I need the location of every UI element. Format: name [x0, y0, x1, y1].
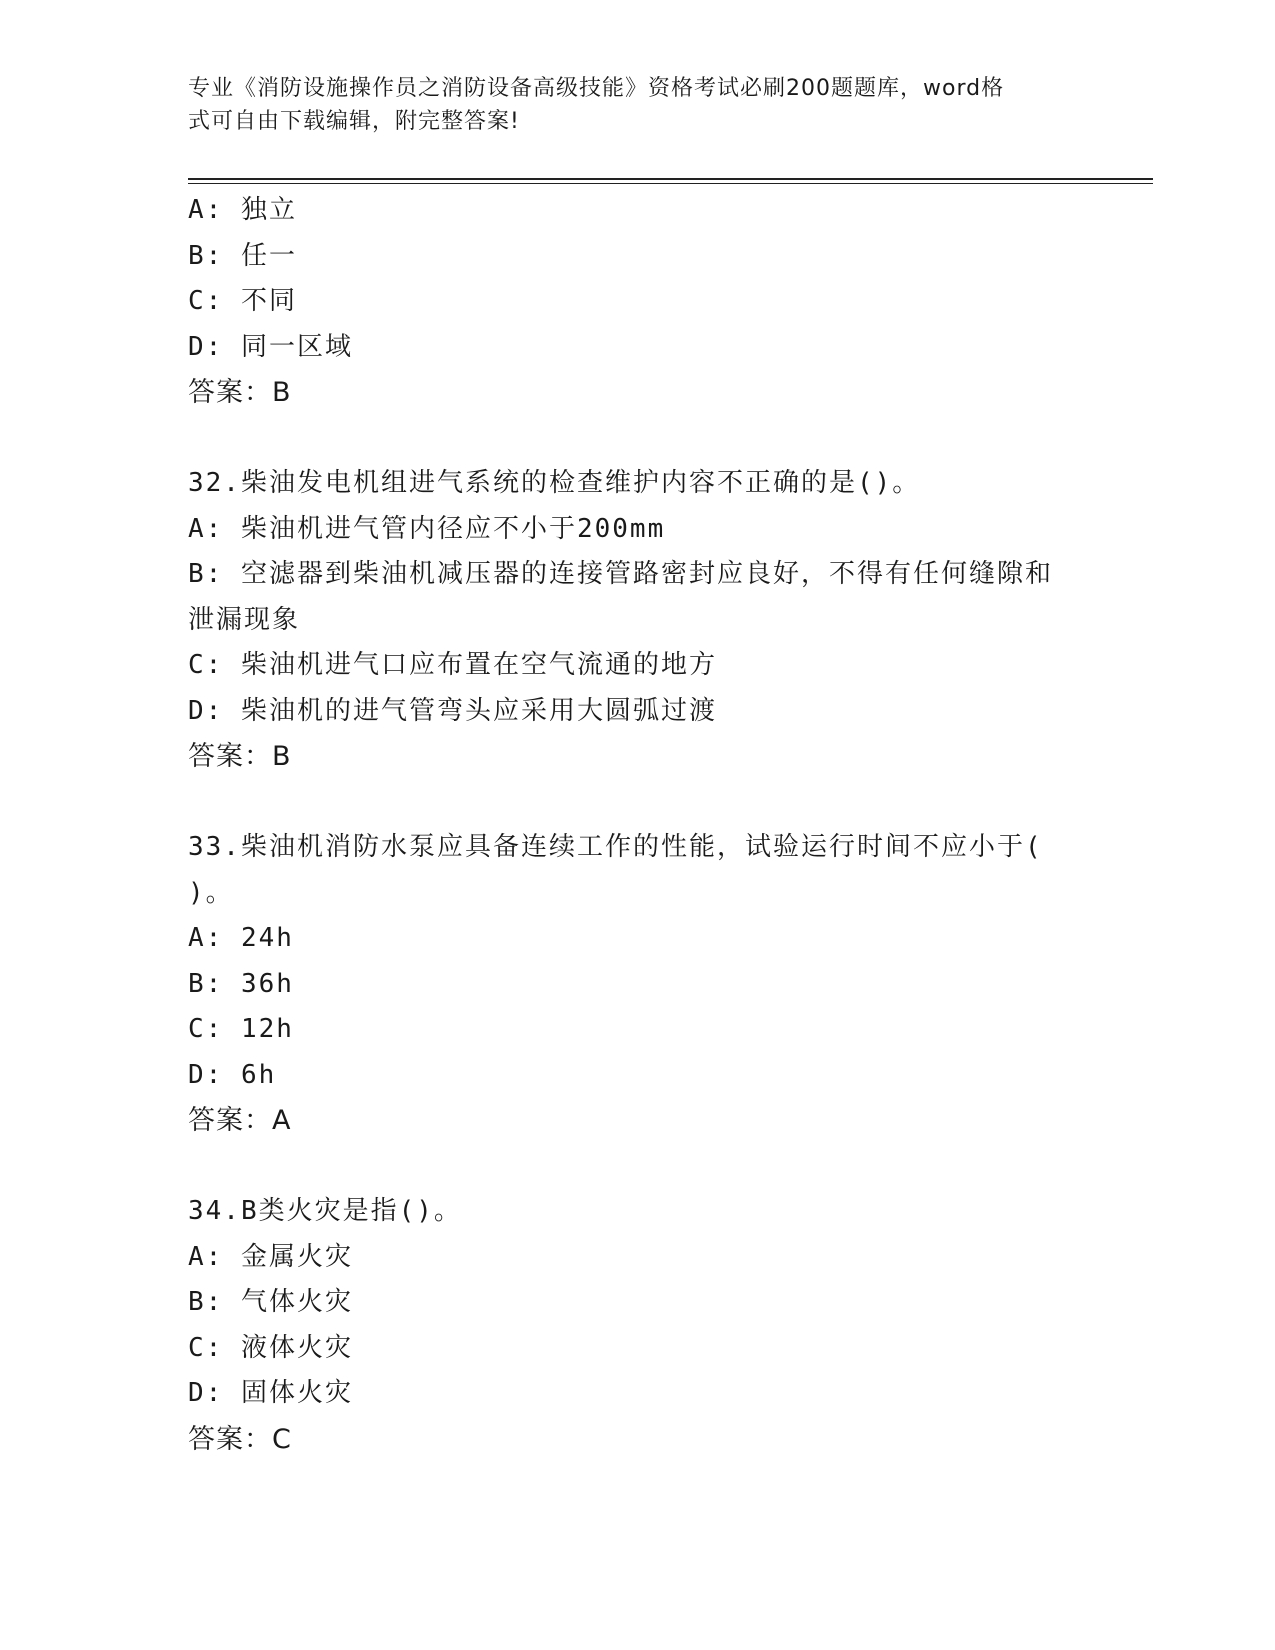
option-a: A: 独立 — [188, 195, 297, 225]
option-b: B: 气体火灾 — [188, 1287, 353, 1317]
spacer — [188, 780, 1088, 826]
option-d: D: 6h — [188, 1059, 277, 1090]
option-b: B: 36h — [188, 968, 294, 999]
header-line-2: 式可自由下载编辑，附完整答案! — [188, 109, 520, 134]
answer: 答案：C — [188, 1423, 292, 1455]
question-34 — [188, 1189, 1088, 1462]
option-d: D: 柴油机的进气管弯头应采用大圆弧过渡 — [188, 695, 717, 726]
option-c: C: 液体火灾 — [188, 1332, 353, 1363]
header-divider-thick — [188, 178, 1153, 180]
option-d: D: 固体火灾 — [188, 1378, 353, 1408]
option-c: C: 柴油机进气口应布置在空气流通的地方 — [188, 650, 717, 680]
option-d: D: 同一区域 — [188, 331, 353, 362]
header-line-1: 专业《消防设施操作员之消防设备高级技能》资格考试必刷200题题库，word格 — [188, 76, 1005, 101]
question-text: 33.柴油机消防水泵应具备连续工作的性能，试验运行时间不应小于( — [188, 832, 1043, 862]
document-header — [188, 72, 1078, 138]
option-a: A: 柴油机进气管内径应不小于200mm — [188, 513, 666, 544]
spacer — [188, 1144, 1088, 1190]
option-a: A: 24h — [188, 923, 294, 953]
answer: 答案：B — [188, 741, 292, 772]
question-text-continued: )。 — [188, 877, 234, 908]
question-31 — [188, 188, 1088, 416]
header-divider-thin — [188, 183, 1153, 184]
option-c: C: 不同 — [188, 286, 297, 316]
spacer — [188, 416, 1088, 462]
question-text: 32.柴油发电机组进气系统的检查维护内容不正确的是()。 — [188, 468, 921, 498]
option-c: C: 12h — [188, 1014, 294, 1044]
question-32 — [188, 461, 1088, 780]
option-a: A: 金属火灾 — [188, 1241, 353, 1272]
option-b: B: 空滤器到柴油机减压器的连接管路密封应良好，不得有任何缝隙和 — [188, 559, 1053, 589]
answer: 答案：B — [188, 377, 292, 408]
question-text: 34.B类火灾是指()。 — [188, 1196, 462, 1226]
option-b: B: 任一 — [188, 240, 297, 271]
question-list — [188, 188, 1088, 1462]
option-b-continued: 泄漏现象 — [188, 604, 301, 635]
question-33 — [188, 825, 1088, 1144]
answer: 答案：A — [188, 1105, 292, 1136]
